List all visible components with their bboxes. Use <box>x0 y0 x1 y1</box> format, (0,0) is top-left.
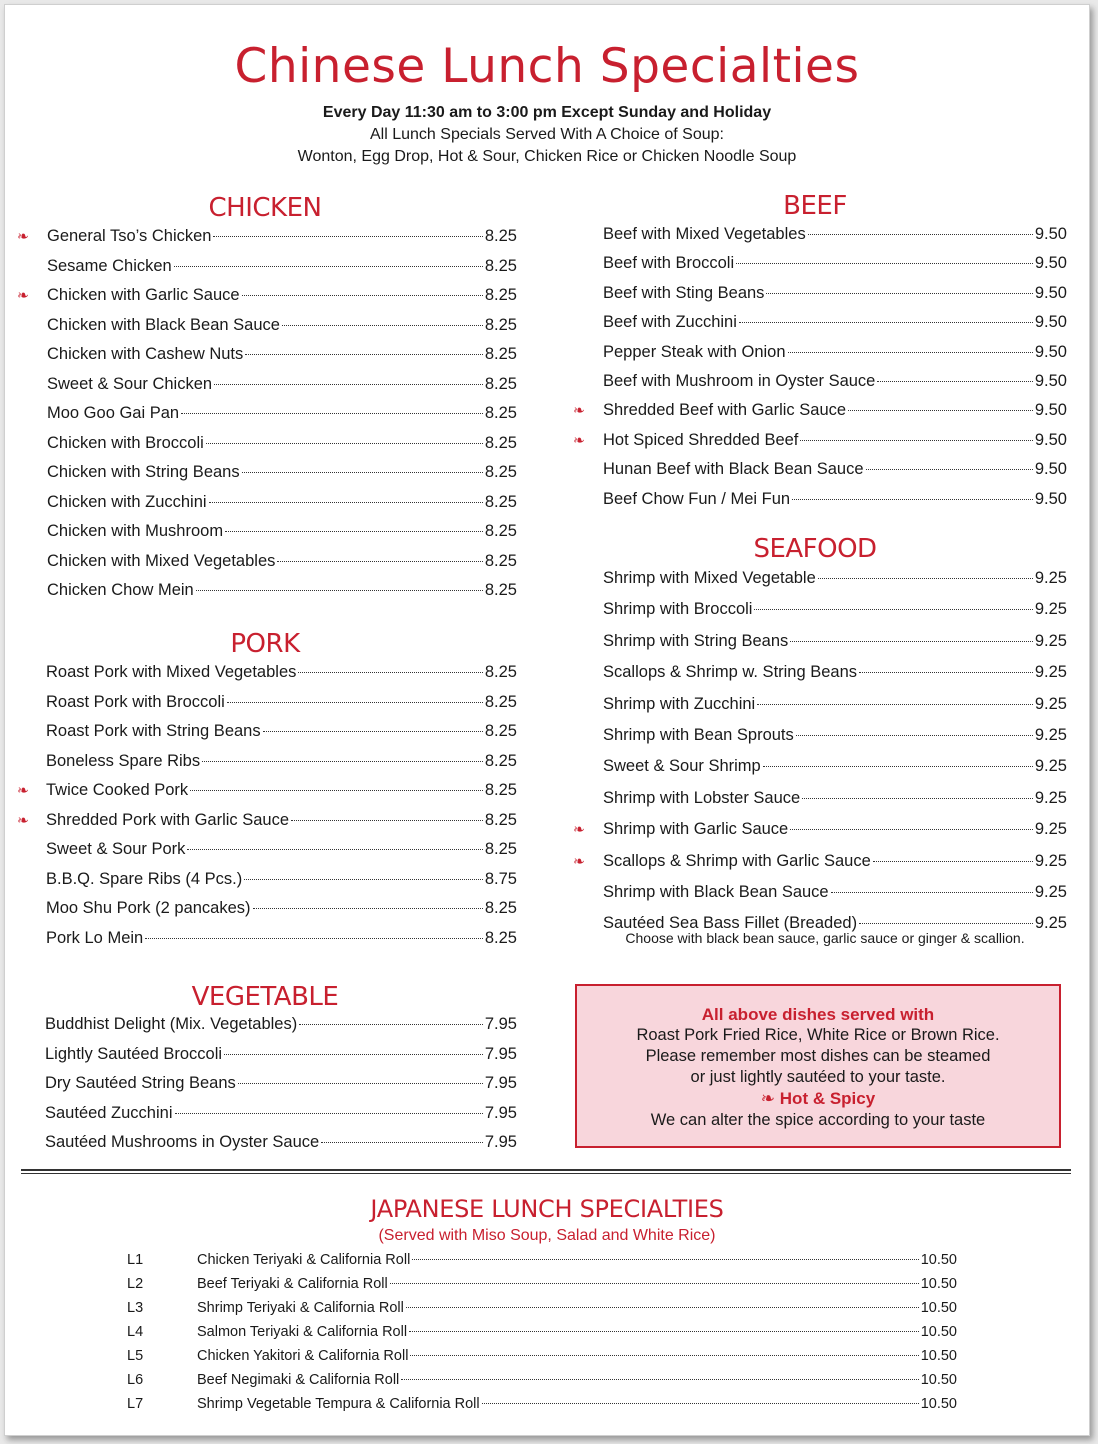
menu-item-price: 8.25 <box>484 315 517 334</box>
menu-item <box>603 341 1067 363</box>
menu-item-name: Roast Pork with Mixed Vegetables <box>46 663 297 681</box>
menu-item-name: Sweet & Sour Pork <box>46 840 186 858</box>
menu-item-price: 9.50 <box>1034 254 1067 273</box>
japanese-menu-item <box>127 1345 957 1367</box>
menu-item-name: Chicken with Cashew Nuts <box>47 345 244 363</box>
section-title-chicken: CHICKEN <box>208 193 322 223</box>
menu-item-price: 8.25 <box>484 492 517 511</box>
menu-item-name: Beef with Mushroom in Oyster Sauce <box>603 372 876 390</box>
dot-leader <box>175 1113 483 1114</box>
menu-item-price: 9.50 <box>1034 460 1067 479</box>
menu-item <box>603 458 1067 480</box>
dot-leader <box>253 908 483 909</box>
menu-item-price: 7.95 <box>484 1103 517 1122</box>
menu-item-price: 8.25 <box>484 551 517 570</box>
dot-leader <box>818 578 1033 579</box>
menu-item <box>47 314 517 336</box>
dot-leader <box>790 829 1033 830</box>
menu-item-name: General Tso’s Chicken <box>47 227 212 245</box>
dot-leader <box>282 325 483 326</box>
menu-item <box>603 630 1067 652</box>
menu-item-name: Shredded Pork with Garlic Sauce <box>46 810 290 829</box>
dot-leader <box>790 641 1033 642</box>
menu-item <box>603 724 1067 746</box>
menu-item <box>47 520 517 542</box>
menu-item-price: 8.25 <box>484 781 517 799</box>
hot-spicy-label: Hot & Spicy <box>779 1089 876 1108</box>
dot-leader <box>242 295 483 296</box>
menu-item-price: 8.25 <box>484 899 517 917</box>
dot-leader <box>848 410 1033 411</box>
dot-leader <box>206 443 483 444</box>
menu-item <box>603 567 1067 589</box>
dot-leader <box>224 1054 483 1055</box>
menu-item <box>603 429 1067 451</box>
dot-leader <box>145 938 483 939</box>
menu-item <box>47 432 517 454</box>
hot-spicy-icon: ❧ <box>17 228 29 244</box>
menu-item-name: Shredded Beef with Garlic Sauce <box>603 401 847 420</box>
menu-item <box>603 488 1067 510</box>
menu-item-name: Beef Chow Fun / Mei Fun <box>603 489 791 508</box>
hot-spicy-icon: ❧ <box>17 782 29 798</box>
menu-item-name: Chicken with Broccoli <box>47 433 204 452</box>
menu-item-name: Chicken with Black Bean Sauce <box>47 315 280 334</box>
hot-spicy-icon: ❧ <box>573 821 585 838</box>
menu-item-name: Buddhist Delight (Mix. Vegetables) <box>45 1015 298 1033</box>
menu-item <box>603 598 1067 620</box>
dot-leader <box>214 384 483 385</box>
dot-leader <box>800 440 1032 441</box>
menu-item-name: Chicken Teriyaki & California Roll <box>197 1252 411 1268</box>
menu-item-price: 9.50 <box>1034 401 1067 420</box>
menu-item <box>46 897 517 919</box>
menu-item-price: 8.25 <box>484 810 517 829</box>
dot-leader <box>796 735 1033 736</box>
dot-leader <box>792 499 1033 500</box>
menu-item-price: 9.25 <box>1034 569 1067 587</box>
hot-spicy-icon: ❧ <box>573 852 585 869</box>
menu-item-price: 9.25 <box>1034 600 1067 619</box>
dot-leader <box>410 1355 918 1356</box>
item-code: L1 <box>127 1252 144 1268</box>
menu-item-price: 7.95 <box>484 1074 517 1092</box>
info-box-heading: All above dishes served with <box>701 1005 935 1024</box>
menu-item-name: Sweet & Sour Chicken <box>47 374 213 393</box>
menu-item-price: 8.25 <box>484 345 517 363</box>
menu-item <box>603 787 1067 809</box>
section-title-beef: BEEF <box>783 191 847 221</box>
menu-item <box>47 284 517 306</box>
dot-leader <box>736 263 1033 264</box>
menu-item-price: 10.50 <box>920 1396 957 1412</box>
menu-item-price: 9.50 <box>1034 342 1067 361</box>
menu-item-name: Shrimp with Zucchini <box>603 694 756 713</box>
menu-item-name: Roast Pork with String Beans <box>46 722 261 740</box>
menu-item-price: 9.25 <box>1034 883 1067 901</box>
menu-item-price: 7.95 <box>484 1044 517 1063</box>
menu-item-name: Hot Spiced Shredded Beef <box>603 430 799 449</box>
menu-item <box>46 691 517 713</box>
divider-line <box>21 1169 1071 1171</box>
dot-leader <box>766 293 1032 294</box>
menu-item-price: 8.25 <box>484 840 517 858</box>
menu-item-name: Chicken with Mushroom <box>47 522 224 540</box>
menu-item-name: Shrimp with Broccoli <box>603 600 753 619</box>
menu-item <box>46 868 517 890</box>
menu-item-name: Chicken with Zucchini <box>47 492 207 511</box>
dot-leader <box>190 790 483 791</box>
dot-leader <box>866 469 1033 470</box>
menu-item-name: Boneless Spare Ribs <box>46 751 201 770</box>
dot-leader <box>213 236 482 237</box>
dot-leader <box>877 381 1033 382</box>
section-title-vegetable: VEGETABLE <box>191 982 339 1012</box>
dot-leader <box>412 1259 918 1260</box>
menu-item <box>47 373 517 395</box>
menu-item-price: 9.25 <box>1034 788 1067 807</box>
menu-item-name: Beef with Sting Beans <box>603 283 765 302</box>
japanese-menu-item <box>127 1249 957 1271</box>
menu-item-name: Shrimp with String Beans <box>603 631 789 650</box>
dot-leader <box>263 731 483 732</box>
menu-item <box>46 809 517 831</box>
item-code: L3 <box>127 1300 144 1316</box>
menu-item-name: Shrimp with Garlic Sauce <box>603 820 789 839</box>
menu-item <box>47 255 517 277</box>
menu-item-price: 9.50 <box>1034 489 1067 508</box>
menu-item-name: Beef with Zucchini <box>603 313 737 332</box>
menu-item <box>603 661 1067 683</box>
menu-item-price: 10.50 <box>920 1300 957 1316</box>
menu-item-price: 10.50 <box>920 1276 957 1292</box>
japanese-menu-item <box>127 1297 957 1319</box>
menu-item-price: 9.25 <box>1034 663 1067 682</box>
japanese-menu-item <box>127 1369 957 1391</box>
section-title-seafood: SEAFOOD <box>753 534 877 564</box>
dot-leader <box>225 531 483 532</box>
japanese-menu-item <box>127 1273 957 1295</box>
menu-item <box>603 311 1067 333</box>
dot-leader <box>299 1024 483 1025</box>
menu-item-price: 9.25 <box>1034 757 1067 776</box>
menu-item-price: 8.25 <box>484 374 517 393</box>
menu-item-price: 9.50 <box>1034 283 1067 302</box>
menu-item-name: Hunan Beef with Black Bean Sauce <box>603 460 864 479</box>
hot-spicy-icon: ❧ <box>17 287 29 303</box>
menu-item-price: 8.25 <box>484 751 517 770</box>
menu-item-name: Beef with Mixed Vegetables <box>603 225 806 243</box>
dot-leader <box>238 1083 483 1084</box>
menu-item-price: 9.25 <box>1034 631 1067 650</box>
menu-item <box>603 755 1067 777</box>
menu-item-name: Beef with Broccoli <box>603 254 735 273</box>
menu-item-price: 8.75 <box>484 869 517 888</box>
dot-leader <box>802 798 1033 799</box>
dot-leader <box>873 861 1033 862</box>
info-box <box>575 984 1061 1148</box>
dot-leader <box>245 354 483 355</box>
menu-item-price: 9.25 <box>1034 851 1067 870</box>
menu-item-name: Sautéed Mushrooms in Oyster Sauce <box>45 1133 320 1151</box>
menu-item-name: Pork Lo Mein <box>46 928 144 947</box>
menu-item-price: 8.25 <box>484 928 517 947</box>
menu-item-price: 8.25 <box>484 286 517 304</box>
menu-item <box>46 927 517 949</box>
menu-item-name: Shrimp Vegetable Tempura & California Roll <box>197 1396 480 1412</box>
item-code: L4 <box>127 1324 144 1340</box>
seafood-sauce-note: Choose with black bean sauce, garlic sauce or ginger & scallion. <box>625 930 1025 946</box>
menu-item <box>45 1013 517 1035</box>
dot-leader <box>209 502 483 503</box>
menu-item-name: Chicken Yakitori & California Roll <box>197 1348 409 1364</box>
menu-item-price: 8.25 <box>484 581 517 599</box>
menu-item-name: Shrimp with Black Bean Sauce <box>603 883 829 901</box>
menu-item-price: 8.25 <box>484 433 517 452</box>
menu-item <box>603 282 1067 304</box>
menu-item-name: Sautéed Sea Bass Fillet (Breaded) <box>603 914 858 933</box>
menu-item-price: 8.25 <box>484 722 517 740</box>
dot-leader <box>242 472 483 473</box>
menu-item-name: Salmon Teriyaki & California Roll <box>197 1324 408 1340</box>
menu-item-name: Dry Sautéed String Beans <box>45 1074 236 1092</box>
section-title-pork: PORK <box>230 629 300 659</box>
dot-leader <box>763 766 1033 767</box>
dot-leader <box>482 1403 919 1404</box>
hours-text: Every Day 11:30 am to 3:00 pm Except Sunday and Holiday <box>322 104 772 121</box>
japanese-menu-item <box>127 1321 957 1343</box>
menu-item <box>47 402 517 424</box>
info-box-rice-line: Roast Pork Fried Rice, White Rice or Brown Rice. <box>636 1026 1000 1044</box>
menu-item <box>603 370 1067 392</box>
dot-leader <box>187 849 482 850</box>
dot-leader <box>321 1142 483 1143</box>
menu-item-price: 9.25 <box>1034 726 1067 744</box>
japanese-section-subtitle: (Served with Miso Soup, Salad and White Rice) <box>378 1227 716 1244</box>
japanese-section-title: JAPANESE LUNCH SPECIALTIES <box>370 1195 724 1223</box>
info-box-saute-line: or just lightly sautéed to your taste. <box>690 1068 946 1086</box>
info-box-steam-line: Please remember most dishes can be steamed <box>645 1047 991 1065</box>
menu-item <box>603 399 1067 421</box>
menu-item-name: Sweet & Sour Shrimp <box>603 757 761 776</box>
dot-leader <box>788 352 1033 353</box>
menu-item-price: 7.95 <box>484 1015 517 1033</box>
menu-item-name: Sautéed Zucchini <box>45 1103 173 1122</box>
item-code: L7 <box>127 1396 144 1412</box>
dot-leader <box>831 892 1033 893</box>
dot-leader <box>401 1379 918 1380</box>
japanese-menu-item <box>127 1393 957 1415</box>
hot-spicy-icon: ❧ <box>573 431 585 448</box>
menu-item-name: Shrimp with Lobster Sauce <box>603 788 801 807</box>
dot-leader <box>196 590 483 591</box>
dot-leader <box>291 820 483 821</box>
dot-leader <box>298 672 482 673</box>
dot-leader <box>739 322 1033 323</box>
menu-item-name: Scallops & Shrimp with Garlic Sauce <box>603 851 871 870</box>
menu-item-price: 8.25 <box>484 522 517 540</box>
menu-item-name: Pepper Steak with Onion <box>603 342 786 361</box>
menu-item <box>47 550 517 572</box>
dot-leader <box>406 1307 919 1308</box>
menu-item <box>46 750 517 772</box>
menu-item-price: 9.25 <box>1034 694 1067 713</box>
menu-item-name: Shrimp Teriyaki & California Roll <box>197 1300 404 1316</box>
dot-leader <box>244 879 483 880</box>
dot-leader <box>174 266 483 267</box>
soup-intro-text: All Lunch Specials Served With A Choice of Soup: <box>370 126 724 143</box>
menu-item-name: Chicken Chow Mein <box>47 581 194 599</box>
menu-item-price: 10.50 <box>920 1372 957 1388</box>
menu-item-price: 9.25 <box>1034 820 1067 839</box>
menu-item-price: 8.25 <box>484 463 517 481</box>
menu-item <box>603 223 1067 245</box>
dot-leader <box>409 1331 919 1332</box>
menu-item-name: Chicken with Garlic Sauce <box>47 286 240 304</box>
menu-item-price: 8.25 <box>484 663 517 681</box>
menu-item-name: Beef Negimaki & California Roll <box>197 1372 400 1388</box>
page-title: Chinese Lunch Specialties <box>234 39 860 94</box>
menu-item <box>46 838 517 860</box>
menu-item-name: Twice Cooked Pork <box>46 781 189 799</box>
hot-spicy-icon: ❧ <box>573 402 585 419</box>
soup-options-text: Wonton, Egg Drop, Hot & Sour, Chicken Rice or Chicken Noodle Soup <box>297 148 797 165</box>
item-code: L2 <box>127 1276 144 1292</box>
menu-item-name: Beef Teriyaki & California Roll <box>197 1276 388 1292</box>
item-code: L5 <box>127 1348 144 1364</box>
menu-item-name: Moo Shu Pork (2 pancakes) <box>46 899 251 917</box>
dot-leader <box>390 1283 919 1284</box>
menu-item-name: Chicken with Mixed Vegetables <box>47 551 276 570</box>
menu-item-name: Sesame Chicken <box>47 256 172 275</box>
hot-spicy-icon: ❧ <box>760 1089 776 1108</box>
menu-item-price: 8.25 <box>484 256 517 275</box>
item-code: L6 <box>127 1372 144 1388</box>
menu-item-name: Lightly Sautéed Broccoli <box>45 1044 223 1063</box>
menu-item <box>603 252 1067 274</box>
dot-leader <box>181 413 483 414</box>
menu-item <box>603 850 1067 872</box>
dot-leader <box>277 561 483 562</box>
menu-item <box>47 461 517 483</box>
info-box-spice-line: We can alter the spice according to your taste <box>650 1111 986 1129</box>
menu-item-price: 8.25 <box>484 404 517 422</box>
menu-item-price: 7.95 <box>484 1133 517 1151</box>
menu-item <box>45 1102 517 1124</box>
dot-leader <box>202 761 483 762</box>
menu-item-price: 9.25 <box>1034 914 1067 933</box>
menu-item <box>603 881 1067 903</box>
menu-item-name: B.B.Q. Spare Ribs (4 Pcs.) <box>46 869 243 888</box>
menu-item-price: 8.25 <box>484 692 517 711</box>
menu-item-price: 8.25 <box>484 227 517 245</box>
hot-spicy-legend <box>577 1088 1059 1110</box>
dot-leader <box>757 704 1033 705</box>
menu-item <box>47 491 517 513</box>
menu-item <box>47 343 517 365</box>
menu-item-price: 10.50 <box>920 1324 957 1340</box>
menu-item <box>46 720 517 742</box>
menu-item <box>45 1131 517 1153</box>
menu-item-price: 9.50 <box>1034 372 1067 390</box>
menu-item-name: Shrimp with Bean Sprouts <box>603 726 794 744</box>
menu-item-name: Moo Goo Gai Pan <box>47 404 180 422</box>
menu-item <box>603 818 1067 840</box>
menu-item <box>46 661 517 683</box>
hot-spicy-icon: ❧ <box>17 811 29 828</box>
menu-item <box>47 579 517 601</box>
menu-item-price: 10.50 <box>920 1348 957 1364</box>
menu-item <box>47 225 517 247</box>
menu-item <box>46 779 517 801</box>
menu-item-price: 9.50 <box>1034 430 1067 449</box>
dot-leader <box>808 234 1033 235</box>
dot-leader <box>227 702 483 703</box>
menu-item <box>45 1072 517 1094</box>
menu-item-price: 10.50 <box>920 1252 957 1268</box>
menu-item <box>45 1043 517 1065</box>
divider-line-thin <box>21 1173 1071 1174</box>
menu-item <box>603 693 1067 715</box>
menu-item-name: Shrimp with Mixed Vegetable <box>603 569 816 587</box>
dot-leader <box>754 609 1032 610</box>
dot-leader <box>859 672 1033 673</box>
menu-item-price: 9.50 <box>1034 313 1067 332</box>
menu-item-name: Scallops & Shrimp w. String Beans <box>603 663 858 682</box>
menu-item-name: Chicken with String Beans <box>47 463 240 481</box>
menu-item-price: 9.50 <box>1034 225 1067 243</box>
menu-item-name: Roast Pork with Broccoli <box>46 692 225 711</box>
dot-leader <box>859 923 1033 924</box>
menu-page <box>4 4 1090 1436</box>
